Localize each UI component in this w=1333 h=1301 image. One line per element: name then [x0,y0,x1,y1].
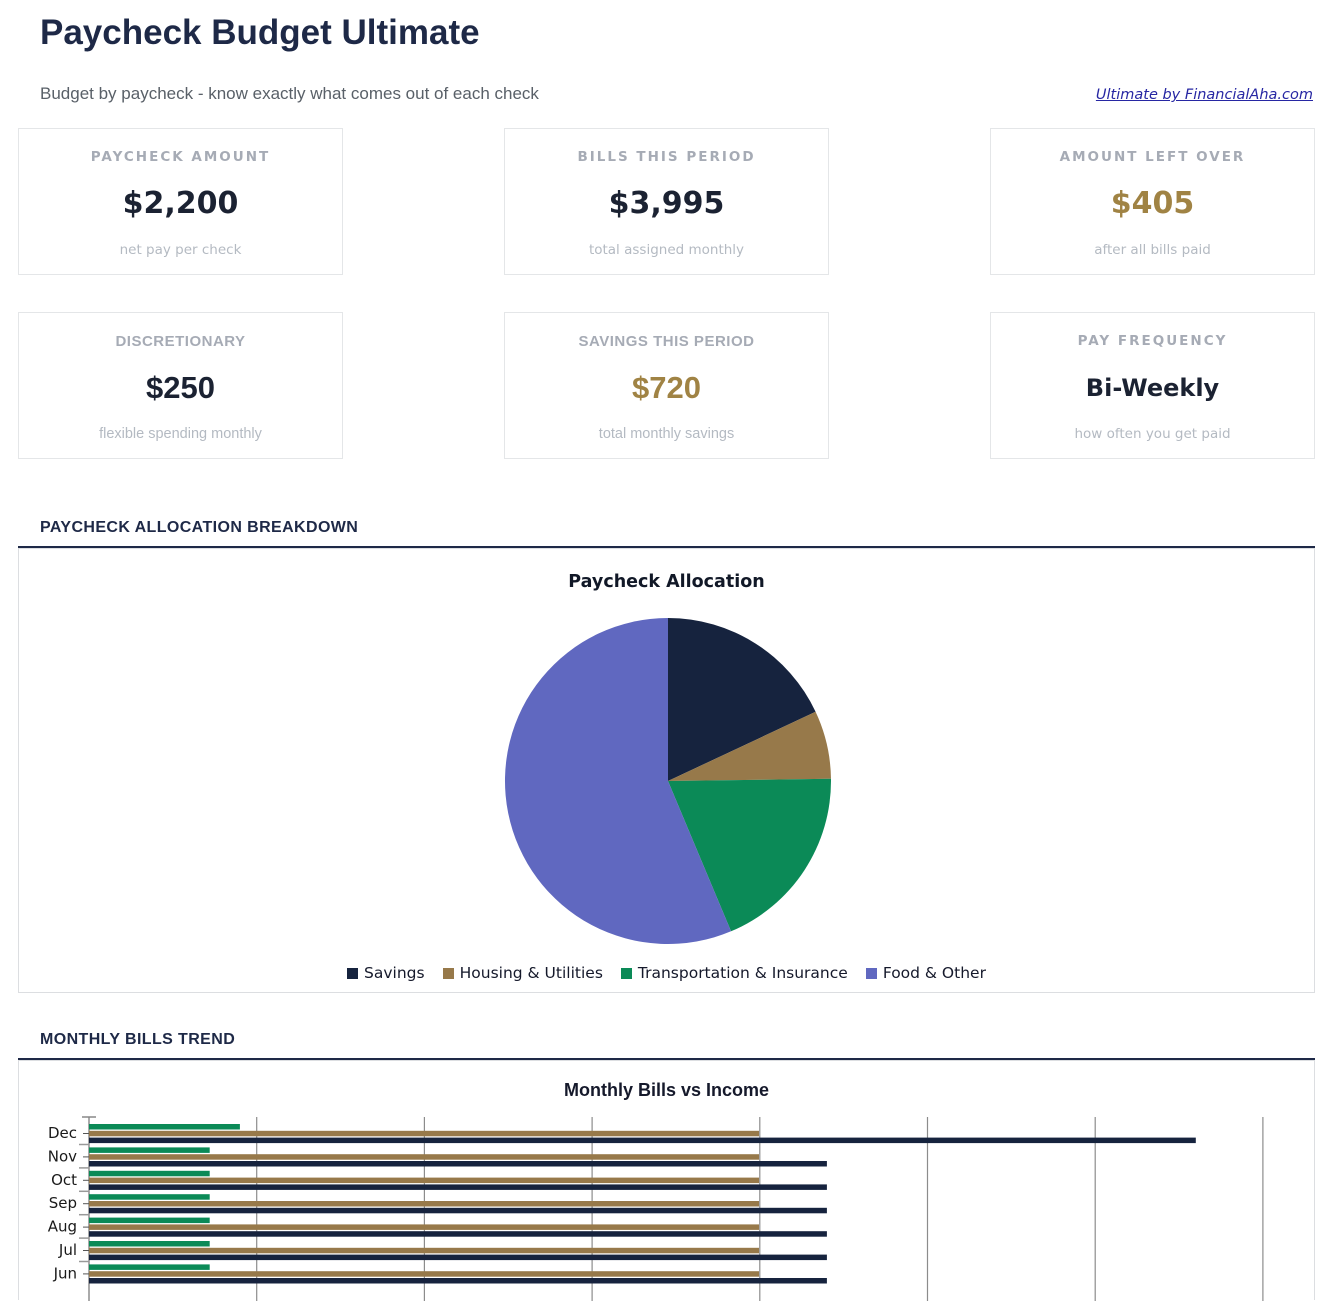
bar-income-aug [89,1231,827,1237]
bar-savings-oct [89,1171,210,1177]
bar-income-jun [89,1278,827,1284]
bar-bills-jun [89,1271,759,1277]
legend-label: Housing & Utilities [459,964,603,982]
stat-card-discretionary [18,312,343,459]
bar-bills-dec [89,1131,759,1137]
stat-value: $405 [1110,186,1195,221]
stat-sub: net pay per check [119,242,242,258]
legend-swatch-icon [347,968,358,979]
legend-swatch-icon [866,968,877,979]
pie-legend [19,964,1314,982]
bar-chart-panel [18,1060,1315,1300]
bar-savings-aug [89,1218,210,1224]
section-heading-trend: MONTHLY BILLS TREND [40,1031,236,1048]
category-label: Oct [51,1170,77,1189]
bar-savings-sep [89,1194,210,1200]
stat-card-amount-left-over [990,128,1315,275]
bar-income-nov [89,1161,827,1167]
category-label: Aug [47,1217,77,1236]
stat-sub: total monthly savings [598,426,735,442]
paycheck-allocation-pie-chart [19,549,1314,992]
legend-item-food-other [866,964,986,982]
legend-label: Food & Other [882,964,986,982]
stat-value: $720 [632,370,701,405]
bar-bills-nov [89,1154,759,1160]
bar-income-sep [89,1208,827,1214]
stat-label: DISCRETIONARY [115,333,246,350]
bar-bills-aug [89,1224,759,1230]
bar-savings-jun [89,1264,210,1270]
stat-value: $250 [146,370,215,405]
category-label: Jul [58,1241,77,1259]
legend-item-savings [347,964,425,982]
page-title: Paycheck Budget Ultimate [40,13,480,52]
category-label: Nov [47,1147,77,1166]
bar-savings-dec [89,1124,240,1130]
stat-sub: after all bills paid [1094,242,1211,258]
stat-card-bills-this-period [504,128,829,275]
pie-chart-title: Paycheck Allocation [568,572,765,592]
stat-label: AMOUNT LEFT OVER [1059,149,1246,165]
stat-card-savings-this-period [504,312,829,459]
pie-chart-panel [18,548,1315,993]
bar-chart-title: Monthly Bills vs Income [563,1080,770,1100]
stat-sub: total assigned monthly [588,242,745,258]
bar-bills-oct [89,1178,759,1184]
bar-income-oct [89,1184,827,1190]
bar-savings-nov [89,1147,210,1153]
legend-swatch-icon [443,968,454,979]
stat-value: $3,995 [608,186,725,221]
stat-label: SAVINGS THIS PERIOD [578,333,755,350]
category-label: Dec [47,1124,77,1142]
legend-label: Transportation & Insurance [637,964,848,982]
legend-item-transportation-insurance [621,964,848,982]
category-label: Jun [53,1264,77,1283]
legend-item-housing-utilities [443,964,603,982]
brand-link[interactable]: Ultimate by FinancialAha.com [1095,87,1313,103]
stat-value: $2,200 [122,186,239,221]
bar-income-jul [89,1255,827,1261]
stat-label: BILLS THIS PERIOD [577,149,756,165]
legend-label: Savings [364,964,425,982]
bar-bills-jul [89,1248,759,1254]
stat-cards-grid [18,128,1315,459]
legend-swatch-icon [621,968,632,979]
category-label: Sep [48,1194,77,1213]
bar-income-dec [89,1138,1196,1144]
bar-savings-jul [89,1241,210,1247]
stat-card-paycheck-amount [18,128,343,275]
stat-label: PAYCHECK AMOUNT [90,149,271,165]
stat-label: PAY FREQUENCY [1077,333,1228,349]
stat-card-pay-frequency [990,312,1315,459]
subtitle-row [40,84,1315,104]
stat-value: Bi-Weekly [1085,373,1220,402]
stat-sub: flexible spending monthly [99,426,262,442]
stat-sub: how often you get paid [1074,426,1231,442]
page-subtitle: Budget by paycheck - know exactly what comes out of each check [40,84,539,103]
section-heading-allocation: PAYCHECK ALLOCATION BREAKDOWN [40,519,359,536]
bar-bills-sep [89,1201,759,1207]
